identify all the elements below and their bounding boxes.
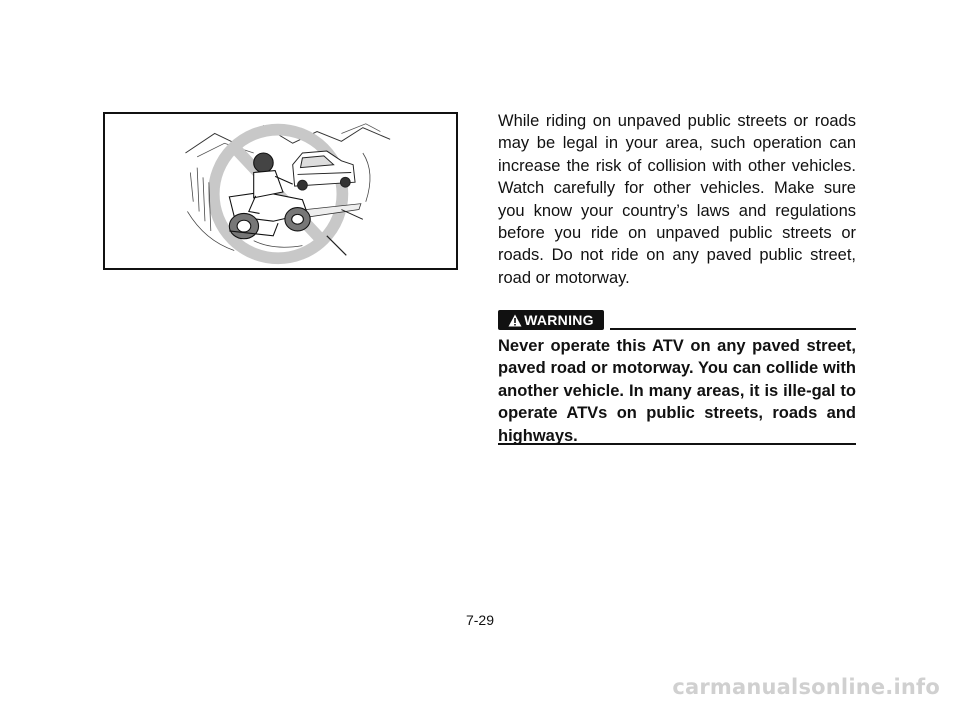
- watermark: carmanualsonline.info: [672, 675, 940, 699]
- warning-rule: [610, 328, 856, 330]
- warning-header: [498, 310, 856, 330]
- atv-illustration: [103, 112, 458, 270]
- atv-no-paved-roads-illustration: [105, 114, 456, 268]
- warning-bottom-rule: [498, 443, 856, 445]
- warning-triangle-icon: [508, 314, 522, 327]
- warning-text: Never operate this ATV on any paved street, paved road or motorway. You can collide with another vehicle. In many areas, it is ille-gal to operate ATVs on public streets, roads and highways.: [498, 337, 856, 445]
- warning-badge: [498, 310, 604, 330]
- body-paragraph: While riding on unpaved public streets or roads may be legal in your area, such operation can increase the risk of collision with other vehicles. Watch carefully for other vehicles. Make sure you know your country’s laws and regulations before you ride on unpaved public streets or roads. Do not ride on any paved public street, road or motorway.: [498, 112, 856, 287]
- warning-label: WARNING: [524, 312, 594, 328]
- page-number: 7-29: [465, 612, 495, 628]
